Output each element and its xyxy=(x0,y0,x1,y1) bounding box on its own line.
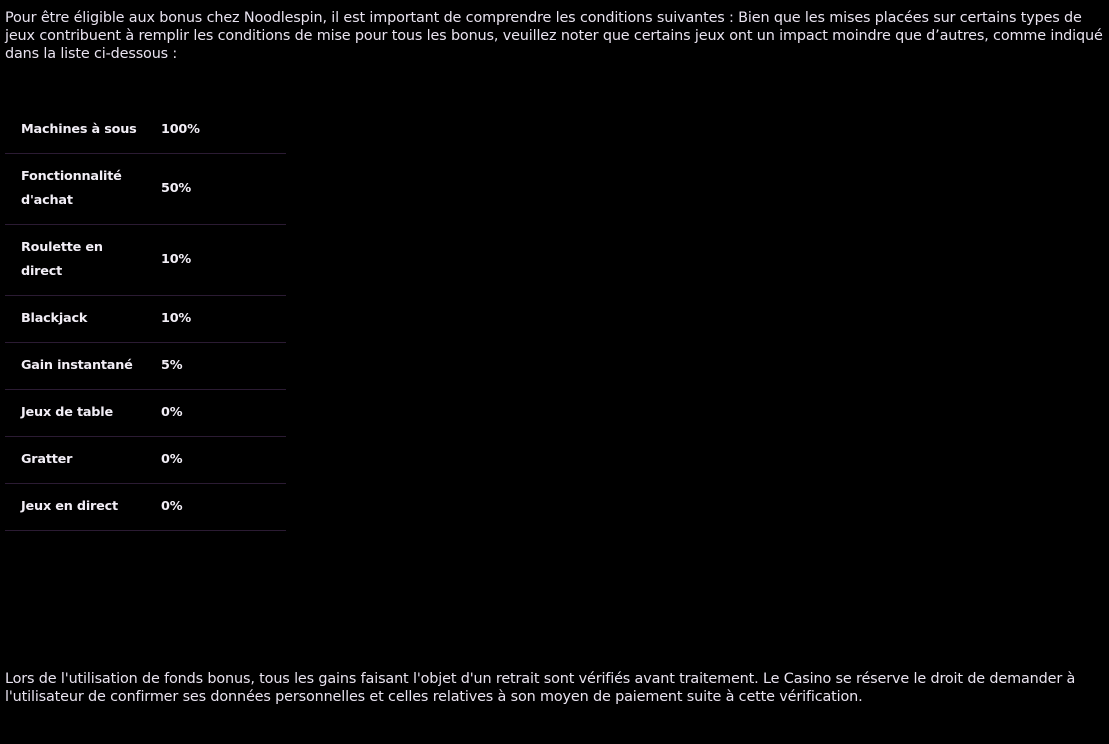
game-type-cell: Jeux en direct xyxy=(21,499,118,514)
table-row xyxy=(5,343,286,390)
contribution-table xyxy=(5,107,286,531)
contribution-percent-cell: 10% xyxy=(161,252,192,267)
game-type-cell: Gain instantané xyxy=(21,358,133,373)
verification-paragraph: Lors de l'utilisation de fonds bonus, tous les gains faisant l'objet d'un retrait sont vérifiés avant traitement. Le Casino se réserve le droit de demander à l'utilisateur de confirmer ses données personnelles et celles relatives à son moyen de paiement suite à cette vérification. xyxy=(5,671,1076,705)
game-type-cell: Fonctionnalité d'achat xyxy=(21,169,122,208)
contribution-table-body xyxy=(5,107,286,531)
table-row xyxy=(5,225,286,296)
contribution-percent-cell: 0% xyxy=(161,405,183,420)
game-type-cell: Blackjack xyxy=(21,311,88,326)
intro-paragraph: Pour être éligible aux bonus chez Noodlespin, il est important de comprendre les conditions suivantes : Bien que les mises placées sur certains types de jeux contribuent à remplir les conditions de mise pour tous les bonus, veuillez noter que certains jeux ont un impact moindre que d’autres, comme indiqué dans la liste ci-dessous : xyxy=(5,10,1103,62)
wagering-contribution-table xyxy=(5,107,286,531)
game-type-cell: Roulette en direct xyxy=(21,240,103,279)
game-type-cell: Gratter xyxy=(21,452,73,467)
game-type-cell: Machines à sous xyxy=(21,122,137,137)
contribution-percent-cell: 10% xyxy=(161,311,192,326)
contribution-percent-cell: 5% xyxy=(161,358,183,373)
table-row xyxy=(5,484,286,531)
table-row xyxy=(5,107,286,154)
game-type-cell: Jeux de table xyxy=(21,405,113,420)
contribution-percent-cell: 0% xyxy=(161,452,183,467)
table-row xyxy=(5,437,286,484)
table-row xyxy=(5,154,286,225)
table-row xyxy=(5,390,286,437)
contribution-percent-cell: 100% xyxy=(161,122,200,137)
contribution-percent-cell: 0% xyxy=(161,499,183,514)
table-row xyxy=(5,296,286,343)
contribution-percent-cell: 50% xyxy=(161,181,192,196)
